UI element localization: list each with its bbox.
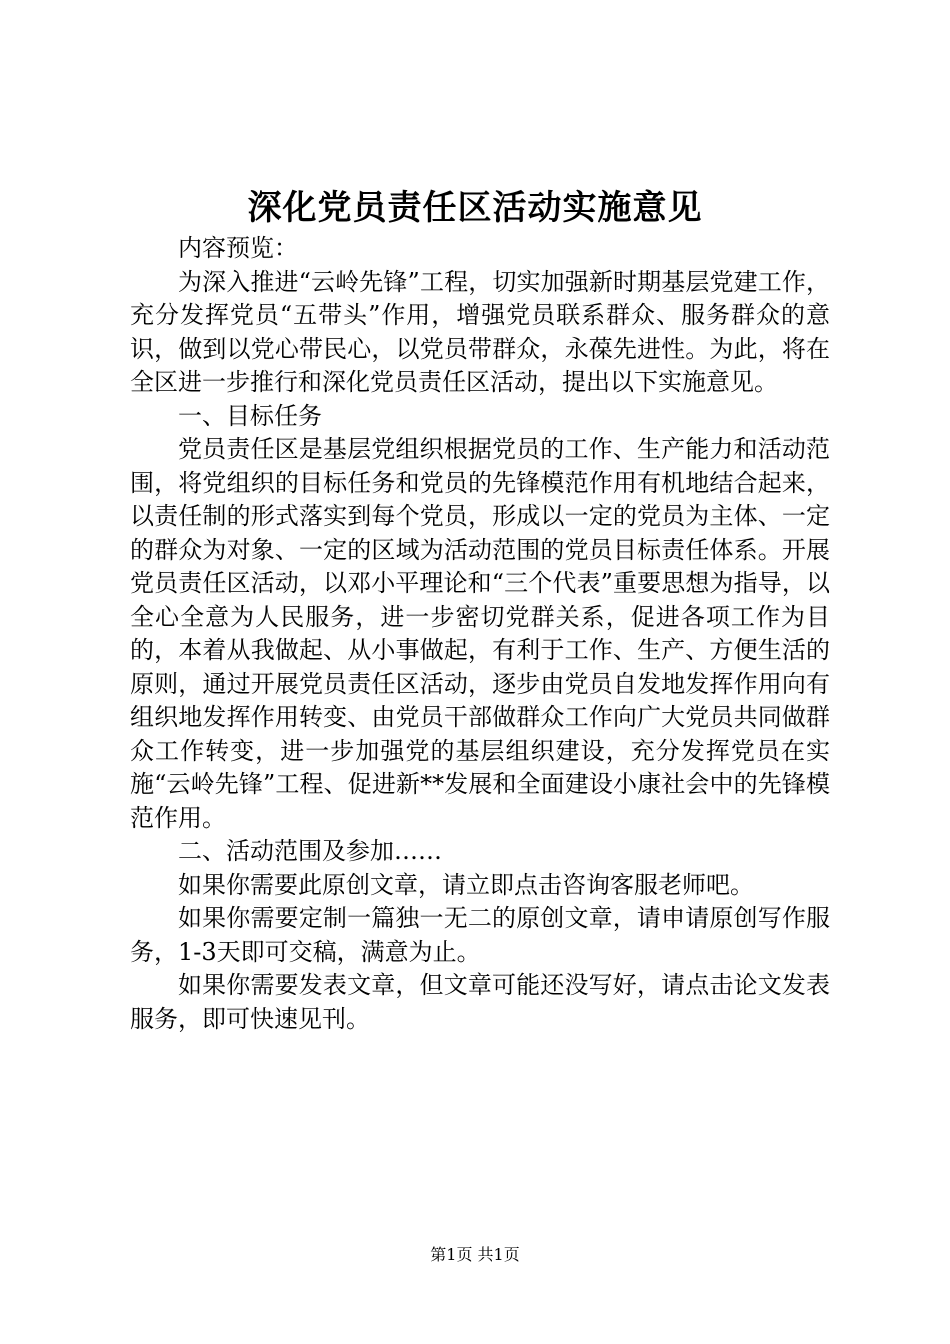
intro-paragraph: 为深入推进“云岭先锋”工程，切实加强新时期基层党建工作，充分发挥党员“五带头”作用，增强党员联系群众、服务群众的意识，做到以党心带民心，以党员带群众，永葆先进性。为此，将在全区进一步推行和深化党员责任区活动，提出以下实施意见。: [130, 267, 830, 396]
document-title: 深化党员责任区活动实施意见: [247, 188, 703, 228]
promo-paragraph-publish: 如果你需要发表文章，但文章可能还没写好，请点击论文发表服务，即可快速见刊。: [130, 971, 830, 1033]
document-body: [130, 232, 830, 1036]
page-footer: 第1页 共1页: [430, 1245, 520, 1264]
section-heading-scope: 二、活动范围及参加……: [178, 837, 442, 865]
promo-paragraph-consult: 如果你需要此原创文章，请立即点击咨询客服老师吧。: [178, 870, 754, 899]
preview-label: 内容预览：: [178, 234, 298, 262]
promo-paragraph-custom: 如果你需要定制一篇独一无二的原创文章，请申请原创写作服务，1-3天即可交稿，满意为止。: [130, 904, 830, 966]
goals-paragraph: 党员责任区是基层党组织根据党员的工作、生产能力和活动范围，将党组织的目标任务和党员的先锋模范作用有机地结合起来，以责任制的形式落实到每个党员，形成以一定的党员为主体、一定的群众为对象、一定的区域为活动范围的党员目标责任体系。开展党员责任区活动，以邓小平理论和“三个代表”重要思想为指导，以全心全意为人民服务，进一步密切党群关系，促进各项工作为目的，本着从我做起、从小事做起，有利于工作、生产、方便生活的原则，通过开展党员责任区活动，逐步由党员自发地发挥作用向有组织地发挥作用转变、由党员干部做群众工作向广大党员共同做群众工作转变，进一步加强党的基层组织建设，充分发挥党员在实施“云岭先锋”工程、促进新**发展和全面建设小康社会中的先锋模范作用。: [130, 435, 830, 832]
section-heading-goals: 一、目标任务: [178, 401, 322, 430]
